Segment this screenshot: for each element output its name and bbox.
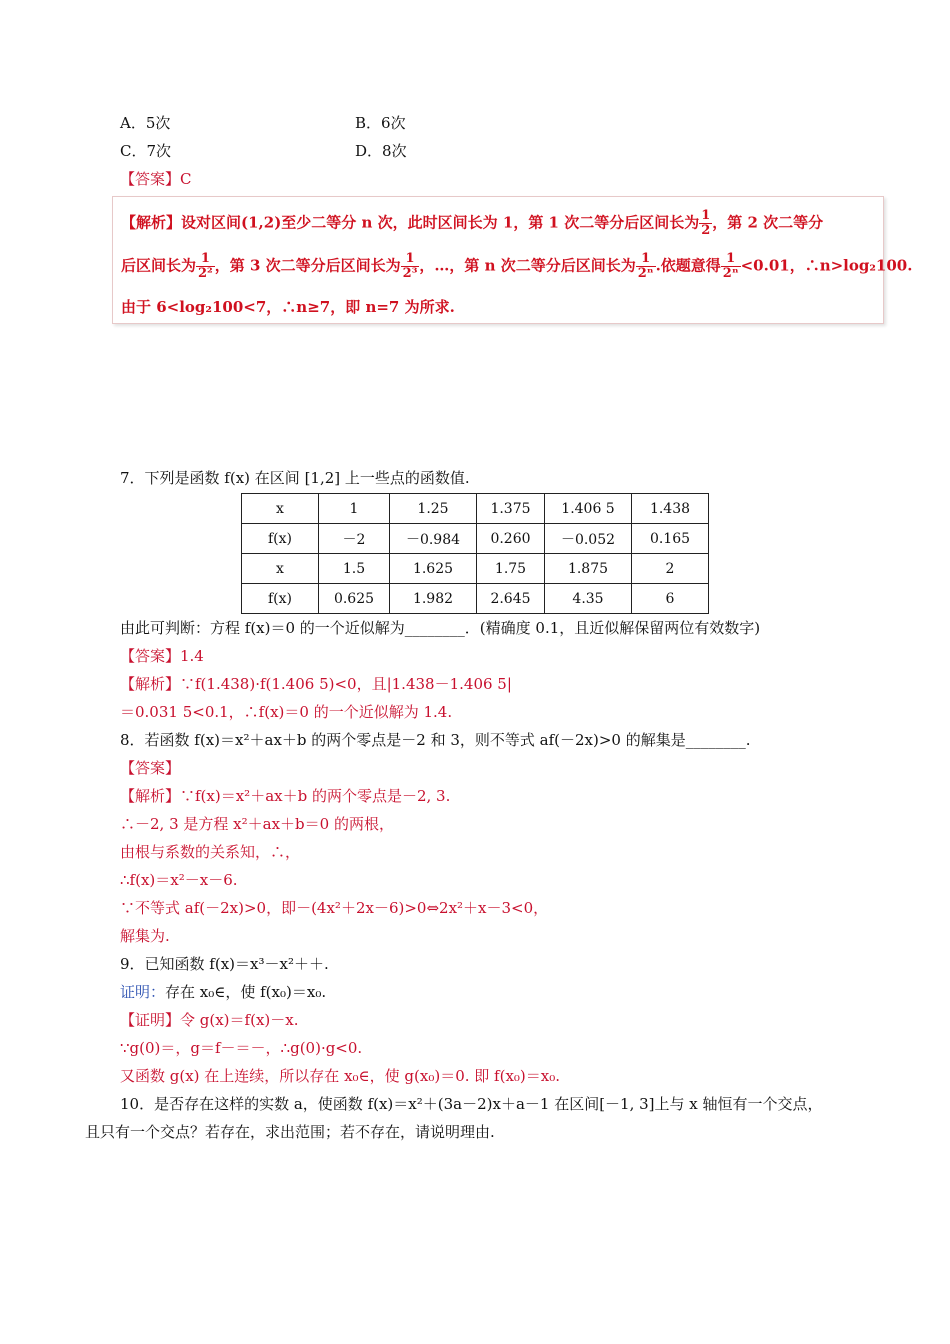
q8-analysis-line3: 由根与系数的关系知，∴， (120, 843, 301, 861)
option-d: D．8次 (355, 142, 407, 160)
q6-analysis-label: 【解析】 (121, 213, 182, 232)
table-row: x 1.5 1.625 1.75 1.875 2 (242, 554, 709, 584)
option-a: A．5次 (120, 114, 171, 132)
q7-question: 由此可判断：方程 f(x)＝0 的一个近似解为________．(精确度 0.1，且近似解保留两位有效数字) (120, 619, 761, 637)
q9-proof-line1: 【证明】令 g(x)＝f(x)－x. (120, 1011, 299, 1029)
prove-label: 证明： (120, 983, 166, 1001)
table-row: f(x) 0.625 1.982 2.645 4.35 6 (242, 584, 709, 614)
q6-answer: 【答案】C (120, 170, 192, 188)
q9-proof-line2: ∵g(0)＝，g＝f－＝－，∴g(0)·g<0. (120, 1039, 363, 1057)
q8-analysis-line1: 【解析】∵f(x)＝x²＋ax＋b 的两个零点是－2, 3. (120, 787, 451, 805)
q6-analysis-line1: 【解析】设对区间(1,2)至少二等分 n 次，此时区间长为 1，第 1 次二等分后区间长为 $\frac{1}{2}$ ，第 2 次二等分 (121, 208, 824, 238)
q8-answer: 【答案】 (120, 759, 181, 777)
table-row: f(x) －2 －0.984 0.260 －0.052 0.165 (242, 524, 709, 554)
q10-line1: 10．是否存在这样的实数 a，使函数 f(x)＝x²＋(3a－2)x＋a－1 在区间[－1, 3]上与 x 轴恒有一个交点， (120, 1095, 823, 1113)
q6-analysis-box (112, 196, 913, 324)
q6-analysis-line2: 后区间长为 $\frac{1}{\text{2²}}$ ，第 3 次二等分后区间长为 $\frac{1}{\text{2³}}$ ，…，第 n 次二等分后区间长为 $\frac{1}{\text{2ⁿ}}$ .依题意得 $\frac{1}{\text{2ⁿ}}$ <0.01，∴n>log₂100. (121, 251, 913, 281)
q7-analysis-line1: 【解析】∵f(1.438)·f(1.406 5)<0，且|1.438－1.406 5| (120, 675, 512, 693)
table-row: x 1 1.25 1.375 1.406 5 1.438 (242, 494, 709, 524)
q7-answer: 【答案】1.4 (120, 647, 204, 665)
q8-stem: 8．若函数 f(x)＝x²＋ax＋b 的两个零点是－2 和 3，则不等式 af(－2x)>0 的解集是________. (120, 731, 751, 749)
q9-prove: 证明：存在 x₀∈，使 f(x₀)＝x₀. (120, 983, 327, 1001)
q9-stem: 9．已知函数 f(x)＝x³－x²＋＋. (120, 955, 329, 973)
q8-analysis-line6: 解集为. (120, 927, 170, 945)
fraction: $\frac{1}{\text{2ⁿ}}$ (722, 251, 739, 281)
q8-analysis-line2: ∴－2, 3 是方程 x²＋ax＋b＝0 的两根， (120, 815, 394, 833)
q6-analysis-line3: 由于 6<log₂100<7，∴n≥7，即 n=7 为所求. (121, 298, 455, 316)
option-c: C．7次 (120, 142, 172, 160)
q8-analysis-line4: ∴f(x)＝x²－x－6. (120, 871, 238, 889)
q9-proof-line3: 又函数 g(x) 在上连续，所以存在 x₀∈，使 g(x₀)＝0. 即 f(x₀)＝x₀. (120, 1067, 561, 1085)
fraction: $\frac{1}{\text{2ⁿ}}$ (637, 251, 654, 281)
q8-analysis-line5: ∵不等式 af(－2x)>0，即－(4x²＋2x－6)>0⇔2x²＋x－3<0， (120, 899, 549, 917)
fraction: $\frac{1}{2}$ (701, 208, 711, 238)
q7-analysis-line2: ＝0.031 5<0.1，∴f(x)＝0 的一个近似解为 1.4. (120, 703, 453, 721)
q7-stem: 7．下列是函数 f(x) 在区间 [1,2] 上一些点的函数值. (120, 469, 470, 487)
fraction: $\frac{1}{\text{2³}}$ (402, 251, 418, 281)
q10-line2: 且只有一个交点？若存在，求出范围；若不存在，请说明理由. (85, 1123, 495, 1141)
function-value-table (241, 493, 709, 614)
option-b: B．6次 (355, 114, 406, 132)
fraction: $\frac{1}{\text{2²}}$ (198, 251, 213, 281)
